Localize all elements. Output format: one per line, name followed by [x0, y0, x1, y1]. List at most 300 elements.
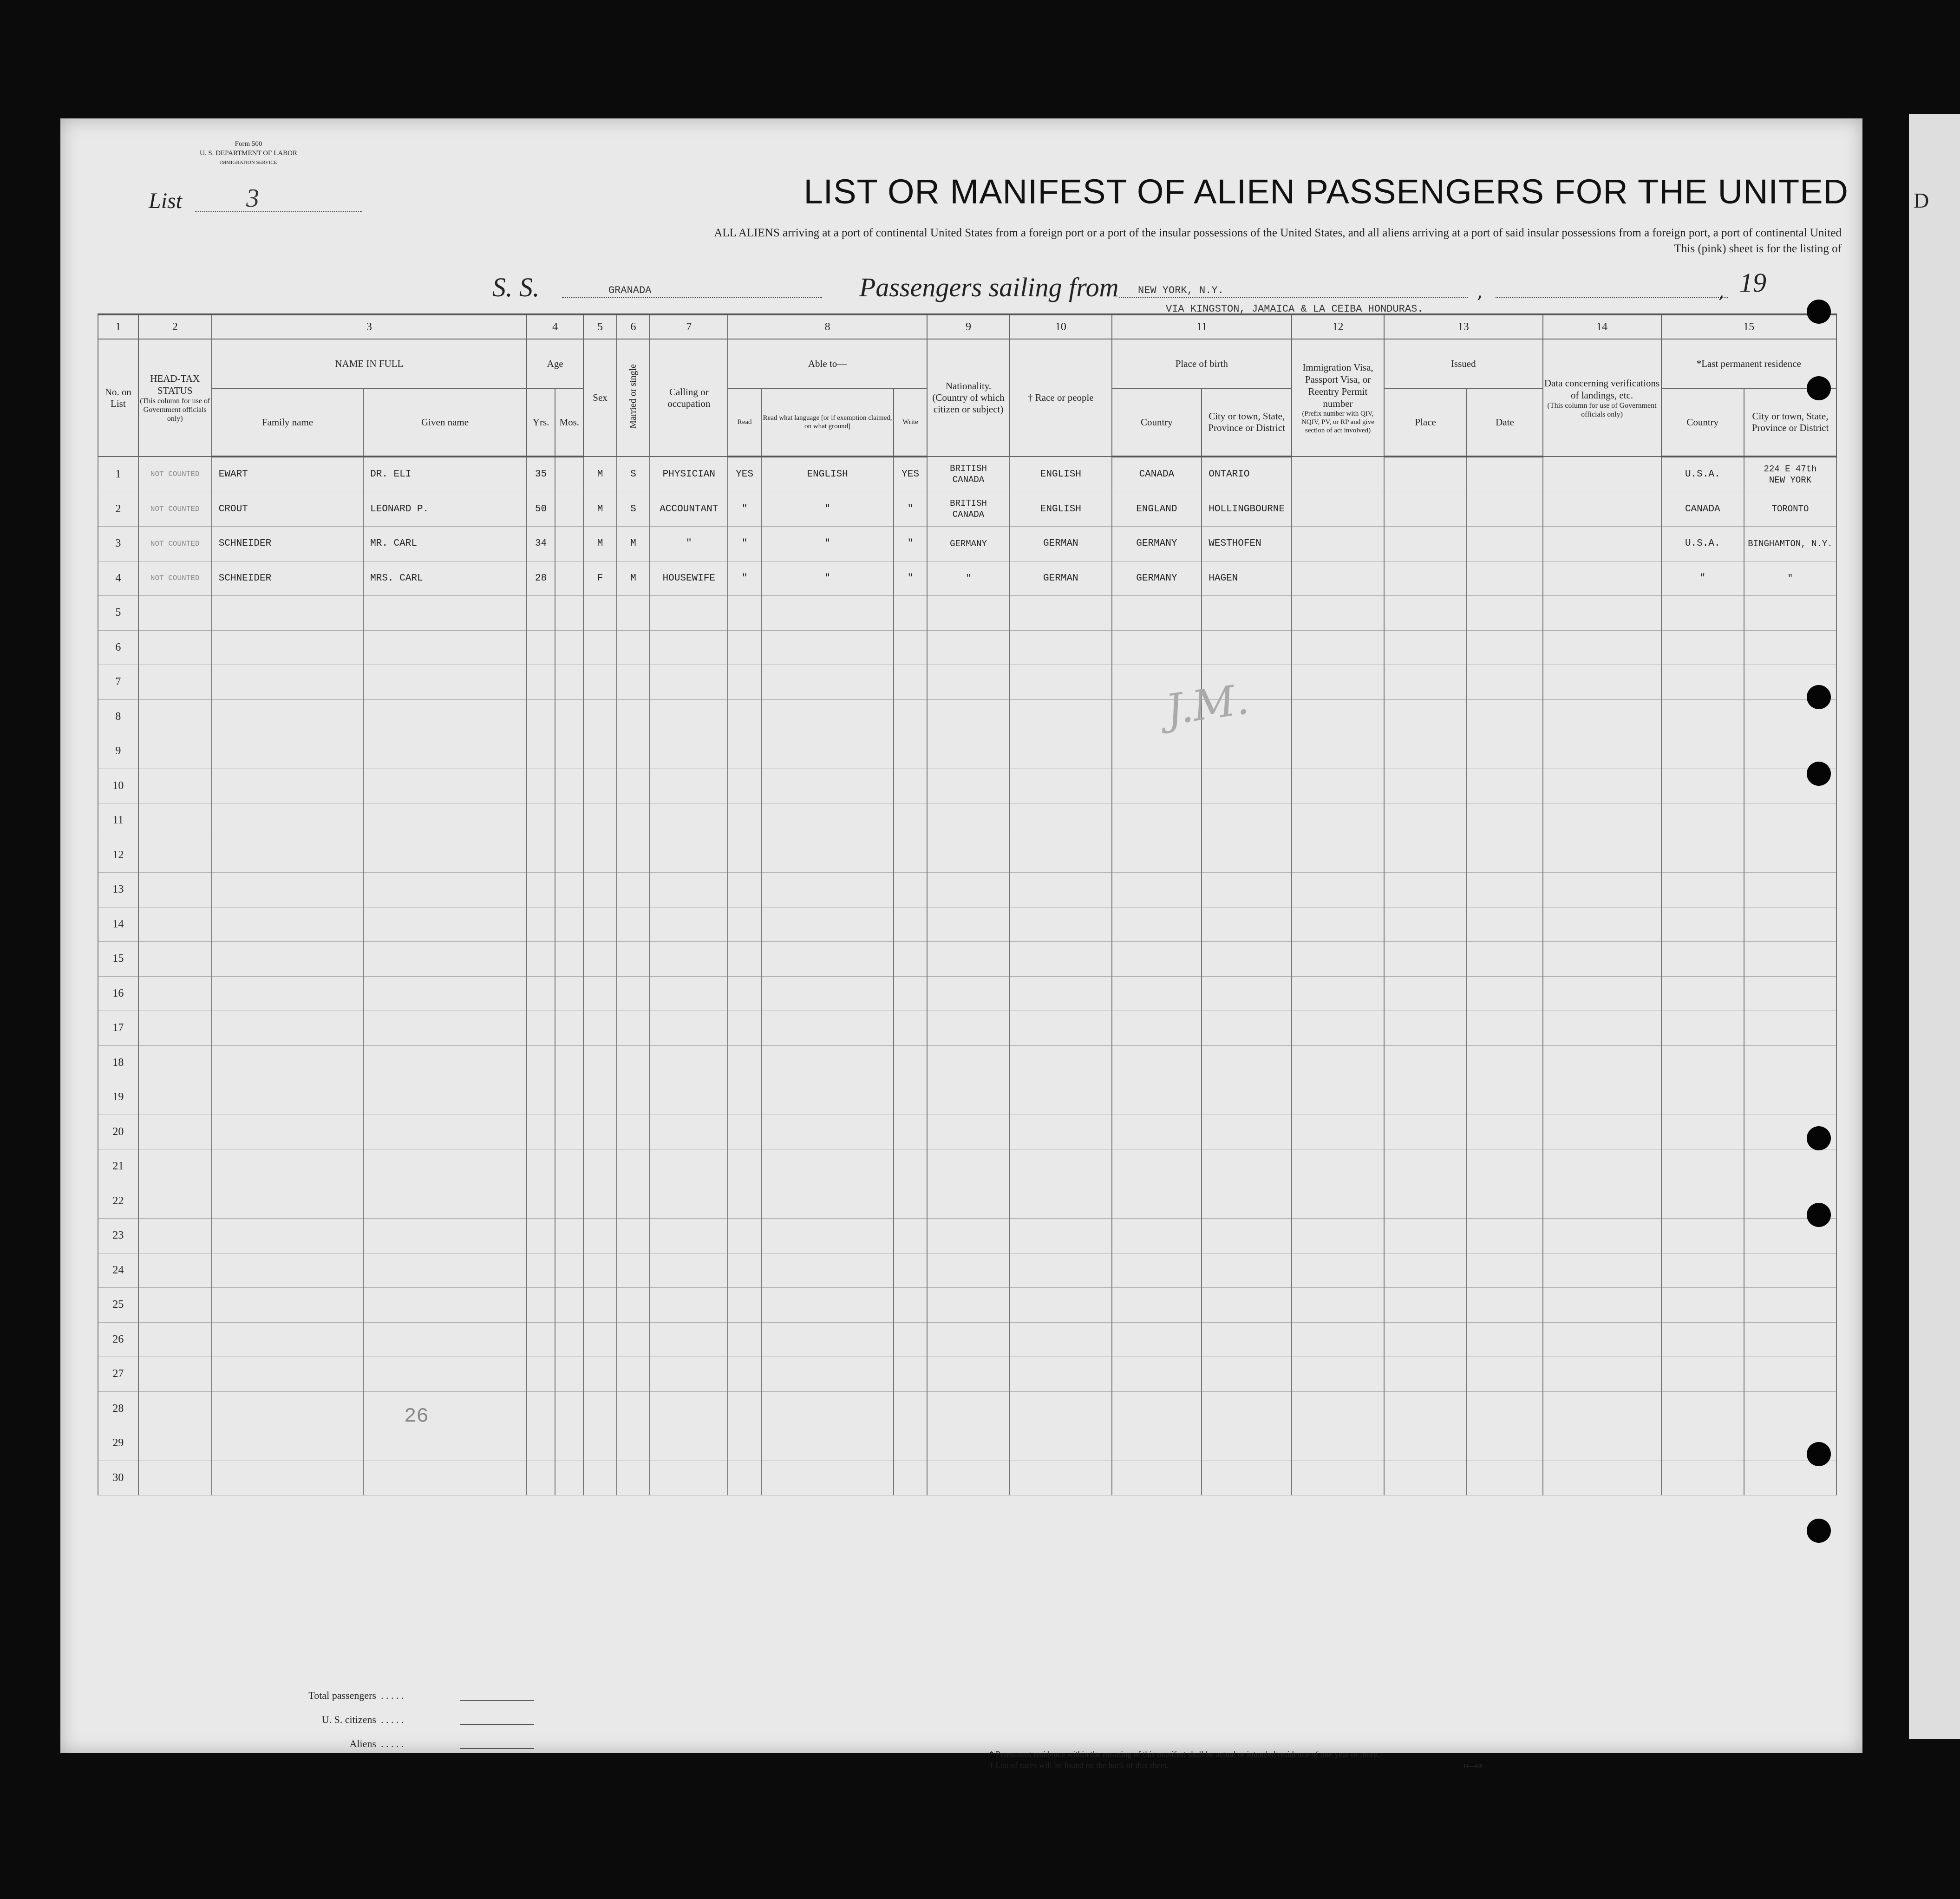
marital-cell [617, 665, 650, 700]
landings-cell [1543, 769, 1661, 803]
write-cell [894, 1322, 927, 1357]
visa-cell [1292, 630, 1384, 665]
language-cell [761, 699, 894, 734]
header-family-name: Family name [212, 388, 363, 457]
sex-cell [583, 630, 616, 665]
birth-city-cell [1202, 1461, 1292, 1495]
race-cell [1010, 803, 1111, 838]
row-number: 19 [98, 1080, 138, 1115]
marital-cell [617, 1461, 650, 1495]
table-row [98, 1391, 1836, 1426]
nationality-line-1: BRITISH [950, 463, 987, 474]
race-cell: GERMAN [1010, 527, 1111, 561]
col-num-11: 11 [1112, 314, 1292, 339]
head-tax-cell [138, 873, 212, 907]
manifest-table [98, 313, 1837, 1495]
header-mos: Mos. [555, 388, 583, 457]
row-number: 10 [98, 769, 138, 803]
landings-cell [1543, 907, 1661, 942]
write-cell [894, 1115, 927, 1149]
given-name-cell [363, 1288, 527, 1323]
birth-city-cell [1202, 734, 1292, 769]
table-row [98, 596, 1836, 631]
write-cell [894, 596, 927, 631]
landings-cell [1543, 1045, 1661, 1080]
race-cell [1010, 873, 1111, 907]
issued-date-cell [1467, 734, 1542, 769]
read-cell: " [728, 492, 761, 527]
write-cell [894, 1391, 927, 1426]
write-cell [894, 873, 927, 907]
age-years-cell [527, 769, 555, 803]
issued-place-cell [1384, 699, 1467, 734]
age-years-cell [527, 803, 555, 838]
res-country-cell [1661, 1391, 1744, 1426]
occupation-cell: ACCOUNTANT [650, 492, 728, 527]
issued-date-cell [1467, 873, 1542, 907]
row-number: 3 [98, 527, 138, 561]
res-country-cell [1661, 1253, 1744, 1288]
issued-place-cell [1384, 1253, 1467, 1288]
birth-city-cell: WESTHOFEN [1202, 527, 1292, 561]
given-name-cell [363, 1115, 527, 1149]
given-name-cell [363, 596, 527, 631]
row-number: 17 [98, 1011, 138, 1046]
sex-cell [583, 1426, 616, 1461]
age-years-cell: 28 [527, 561, 555, 596]
visa-cell [1292, 803, 1384, 838]
age-years-cell [527, 1357, 555, 1392]
age-years-cell [527, 907, 555, 942]
header-married-single [617, 339, 650, 457]
res-country-cell [1661, 1288, 1744, 1323]
table-row [98, 769, 1836, 803]
age-months-cell [555, 699, 583, 734]
age-months-cell [555, 1219, 583, 1253]
header-res-city: City or town, State, Province or District [1744, 388, 1836, 457]
form-number: Form 500 [235, 140, 262, 148]
table-row [98, 457, 1836, 492]
occupation-cell [650, 1253, 728, 1288]
footer-dots-2: . . . . . [381, 1714, 404, 1725]
table-row [98, 630, 1836, 665]
footnote-residence: * Permanent residence within the meaning of this manifest shall be actual or intended residence of one year or more. [989, 1749, 1379, 1759]
given-name-cell [363, 1322, 527, 1357]
birth-city-cell: HAGEN [1202, 561, 1292, 596]
birth-country-cell [1112, 1045, 1202, 1080]
nationality-cell [927, 1115, 1010, 1149]
res-country-cell [1661, 1115, 1744, 1149]
res-country-cell [1661, 1184, 1744, 1219]
table-row [98, 1322, 1836, 1357]
issued-date-cell [1467, 1357, 1542, 1392]
age-months-cell [555, 1011, 583, 1046]
landings-cell [1543, 699, 1661, 734]
given-name-cell [363, 1426, 527, 1461]
write-cell [894, 1357, 927, 1392]
nationality-cell [927, 803, 1010, 838]
table-row [98, 561, 1836, 596]
race-cell [1010, 630, 1111, 665]
table-row [98, 1461, 1836, 1495]
language-cell [761, 1461, 894, 1495]
table-row [98, 1426, 1836, 1461]
birth-country-cell [1112, 873, 1202, 907]
head-tax-cell [138, 1184, 212, 1219]
header-res-country: Country [1661, 388, 1744, 457]
write-cell [894, 1288, 927, 1323]
nationality-cell [927, 527, 1010, 561]
age-years-cell [527, 734, 555, 769]
read-cell [728, 976, 761, 1011]
sex-cell [583, 1357, 616, 1392]
read-cell [728, 1080, 761, 1115]
family-name-cell [212, 803, 363, 838]
head-tax-cell: NOT COUNTED [138, 527, 212, 561]
age-years-cell: 34 [527, 527, 555, 561]
port-line [1119, 297, 1468, 298]
sex-cell [583, 1253, 616, 1288]
issued-date-cell [1467, 1322, 1542, 1357]
given-name-cell [363, 1080, 527, 1115]
handwritten-signature: J.M. [1163, 675, 1252, 735]
write-cell [894, 630, 927, 665]
nationality-cell [927, 492, 1010, 527]
visa-cell [1292, 838, 1384, 873]
sex-cell [583, 873, 616, 907]
birth-country-cell [1112, 1184, 1202, 1219]
sex-cell [583, 976, 616, 1011]
issued-place-cell [1384, 1045, 1467, 1080]
res-city-cell [1744, 492, 1836, 527]
occupation-cell [650, 1149, 728, 1184]
family-name-cell [212, 1357, 363, 1392]
issued-place-cell [1384, 1149, 1467, 1184]
age-years-cell [527, 1426, 555, 1461]
header-issued-date: Date [1467, 388, 1542, 457]
row-number: 27 [98, 1357, 138, 1392]
age-years-cell [527, 1184, 555, 1219]
birth-country-cell [1112, 1322, 1202, 1357]
nationality-cell [927, 1149, 1010, 1184]
landings-cell [1543, 942, 1661, 977]
issued-place-cell [1384, 1288, 1467, 1323]
race-cell: ENGLISH [1010, 492, 1111, 527]
issued-place-cell [1384, 1011, 1467, 1046]
occupation-cell [650, 838, 728, 873]
res-country-cell [1661, 1219, 1744, 1253]
race-cell [1010, 1288, 1111, 1323]
sex-cell [583, 769, 616, 803]
age-months-cell [555, 492, 583, 527]
birth-country-cell [1112, 734, 1202, 769]
visa-cell [1292, 734, 1384, 769]
write-cell [894, 1426, 927, 1461]
header-data-landings [1543, 339, 1661, 457]
occupation-cell [650, 803, 728, 838]
col-num-8: 8 [728, 314, 927, 339]
write-cell [894, 803, 927, 838]
read-cell [728, 1426, 761, 1461]
birth-country-cell [1112, 942, 1202, 977]
head-tax-cell [138, 1011, 212, 1046]
header-read-language: Read what language [or if exemption claimed, on what ground] [761, 388, 894, 457]
head-tax-cell [138, 1253, 212, 1288]
issued-place-cell [1384, 596, 1467, 631]
family-name-cell [212, 630, 363, 665]
age-months-cell [555, 1149, 583, 1184]
head-tax-cell [138, 630, 212, 665]
landings-cell [1543, 1219, 1661, 1253]
age-months-cell [555, 1184, 583, 1219]
occupation-cell [650, 734, 728, 769]
nationality-cell [927, 942, 1010, 977]
row-number: 28 [98, 1391, 138, 1426]
family-name-cell: SCHNEIDER [212, 527, 363, 561]
read-cell [728, 596, 761, 631]
head-tax-cell [138, 1322, 212, 1357]
header-name-in-full: NAME IN FULL [212, 339, 527, 388]
head-tax-cell [138, 1219, 212, 1253]
birth-city-cell [1202, 1184, 1292, 1219]
issued-date-cell [1467, 457, 1542, 492]
read-cell [728, 1322, 761, 1357]
row-number: 8 [98, 699, 138, 734]
head-tax-cell [138, 734, 212, 769]
res-city-cell [1744, 527, 1836, 561]
occupation-cell [650, 1357, 728, 1392]
occupation-cell [650, 699, 728, 734]
issued-date-cell [1467, 1461, 1542, 1495]
marital-cell [617, 596, 650, 631]
res-city-cell [1744, 1357, 1836, 1392]
nationality-cell [927, 1461, 1010, 1495]
head-tax-cell [138, 1357, 212, 1392]
head-tax-cell [138, 1149, 212, 1184]
head-tax-cell [138, 1115, 212, 1149]
issued-place-cell [1384, 1115, 1467, 1149]
footer-labels [260, 1684, 376, 1756]
race-cell [1010, 1391, 1111, 1426]
birth-city-cell: HOLLINGBOURNE [1202, 492, 1292, 527]
sex-cell [583, 1149, 616, 1184]
occupation-cell: " [650, 527, 728, 561]
binding-hole [1807, 300, 1831, 324]
race-cell [1010, 596, 1111, 631]
subtitle-line-1: ALL ALIENS arriving at a port of continental United States from a foreign port or a port of the insular possessions of the United States, and all aliens arriving at a port of said insular possessions from a foreign port, a port of continental United [714, 227, 1842, 239]
nationality-cell [927, 1253, 1010, 1288]
marital-cell [617, 1011, 650, 1046]
age-years-cell [527, 1219, 555, 1253]
visa-cell [1292, 1149, 1384, 1184]
res-country-cell [1661, 630, 1744, 665]
row-number: 1 [98, 457, 138, 492]
header-data-landings-label: Data concerning verifications of landings, etc. [1544, 377, 1660, 401]
table-row [98, 907, 1836, 942]
row-number: 14 [98, 907, 138, 942]
birth-country-cell [1112, 1219, 1202, 1253]
race-cell [1010, 734, 1111, 769]
birth-country-cell [1112, 1357, 1202, 1392]
occupation-cell [650, 769, 728, 803]
landings-cell [1543, 492, 1661, 527]
head-tax-cell [138, 976, 212, 1011]
head-tax-cell [138, 1426, 212, 1461]
marital-cell [617, 699, 650, 734]
given-name-cell: MR. CARL [363, 527, 527, 561]
language-cell [761, 1115, 894, 1149]
res-country-cell [1661, 873, 1744, 907]
col-num-15: 15 [1661, 314, 1836, 339]
age-years-cell [527, 630, 555, 665]
landings-cell [1543, 1322, 1661, 1357]
birth-city-cell [1202, 1322, 1292, 1357]
col-num-7: 7 [650, 314, 728, 339]
family-name-cell [212, 1115, 363, 1149]
head-tax-cell [138, 838, 212, 873]
family-name-cell: SCHNEIDER [212, 561, 363, 596]
birth-country-cell: GERMANY [1112, 561, 1202, 596]
row-number: 25 [98, 1288, 138, 1323]
nationality-line-1: BRITISH [950, 498, 987, 509]
age-months-cell [555, 873, 583, 907]
issued-place-cell [1384, 942, 1467, 977]
given-name-cell [363, 734, 527, 769]
header-age: Age [527, 339, 583, 388]
given-name-cell [363, 1391, 527, 1426]
read-cell [728, 630, 761, 665]
issued-date-cell [1467, 976, 1542, 1011]
occupation-cell: PHYSICIAN [650, 457, 728, 492]
birth-country-cell [1112, 1080, 1202, 1115]
table-row [98, 976, 1836, 1011]
landings-cell [1543, 1391, 1661, 1426]
row-number: 4 [98, 561, 138, 596]
row-number: 12 [98, 838, 138, 873]
subtitle [302, 225, 1842, 257]
language-cell [761, 1080, 894, 1115]
visa-cell [1292, 1080, 1384, 1115]
birth-country-cell [1112, 1253, 1202, 1288]
birth-country-cell [1112, 596, 1202, 631]
marital-cell [617, 1391, 650, 1426]
occupation-cell [650, 630, 728, 665]
manifest-body [98, 457, 1836, 1495]
res-country-cell [1661, 596, 1744, 631]
birth-country-cell: GERMANY [1112, 527, 1202, 561]
manifest-sheet [60, 118, 1862, 1770]
table-row [98, 665, 1836, 700]
sex-cell [583, 1080, 616, 1115]
landings-cell [1543, 976, 1661, 1011]
age-months-cell [555, 1461, 583, 1495]
comma-separator: , [1718, 281, 1725, 302]
table-row [98, 734, 1836, 769]
row-number: 30 [98, 1461, 138, 1495]
res-city-cell [1744, 1080, 1836, 1115]
res-city-cell [1744, 803, 1836, 838]
write-cell [894, 1045, 927, 1080]
write-cell [894, 1219, 927, 1253]
manifest-table-wrap [98, 313, 1837, 1586]
race-cell [1010, 942, 1111, 977]
age-years-cell [527, 1391, 555, 1426]
res-city-cell [1744, 1322, 1836, 1357]
visa-cell [1292, 699, 1384, 734]
table-row [98, 1357, 1836, 1392]
language-cell: " [761, 492, 894, 527]
departure-port: NEW YORK, N.Y. [1138, 285, 1224, 296]
read-cell [728, 1011, 761, 1046]
language-cell [761, 596, 894, 631]
visa-cell [1292, 1426, 1384, 1461]
read-cell: " [728, 527, 761, 561]
age-months-cell [555, 1080, 583, 1115]
issued-place-cell [1384, 1219, 1467, 1253]
age-months-cell [555, 734, 583, 769]
res-country-cell [1661, 665, 1744, 700]
issued-place-cell [1384, 907, 1467, 942]
occupation-cell [650, 976, 728, 1011]
header-calling: Calling or occupation [650, 339, 728, 457]
issued-date-cell [1467, 561, 1542, 596]
sex-cell [583, 1045, 616, 1080]
res-city-line-1: " [1787, 573, 1793, 584]
sex-cell [583, 942, 616, 977]
res-country-cell [1661, 976, 1744, 1011]
marital-cell [617, 976, 650, 1011]
header-race: † Race or people [1010, 339, 1111, 457]
race-cell [1010, 699, 1111, 734]
issued-place-cell [1384, 838, 1467, 873]
birth-country-cell [1112, 769, 1202, 803]
res-country-cell [1661, 1357, 1744, 1392]
age-years-cell [527, 1011, 555, 1046]
head-tax-cell [138, 1080, 212, 1115]
issued-place-cell [1384, 457, 1467, 492]
write-cell [894, 734, 927, 769]
row-number: 2 [98, 492, 138, 527]
marital-cell [617, 1149, 650, 1184]
issued-date-cell [1467, 665, 1542, 700]
age-years-cell [527, 942, 555, 977]
landings-cell [1543, 1357, 1661, 1392]
family-name-cell [212, 907, 363, 942]
occupation-cell [650, 665, 728, 700]
birth-country-cell [1112, 1391, 1202, 1426]
table-row [98, 527, 1836, 561]
issued-place-cell [1384, 527, 1467, 561]
res-country-cell [1661, 1149, 1744, 1184]
visa-cell [1292, 1011, 1384, 1046]
race-cell [1010, 1461, 1111, 1495]
landings-cell [1543, 1461, 1661, 1495]
given-name-cell: DR. ELI [363, 457, 527, 492]
page-title: LIST OR MANIFEST OF ALIEN PASSENGERS FOR THE UNITED [804, 172, 1849, 211]
head-tax-cell [138, 596, 212, 631]
sex-cell [583, 734, 616, 769]
age-months-cell [555, 838, 583, 873]
birth-country-cell [1112, 1115, 1202, 1149]
nationality-cell [927, 734, 1010, 769]
read-cell [728, 1288, 761, 1323]
adjacent-sheet-edge [1909, 114, 1960, 1739]
row-number: 11 [98, 803, 138, 838]
row-number: 13 [98, 873, 138, 907]
res-city-cell [1744, 596, 1836, 631]
issued-date-cell [1467, 1011, 1542, 1046]
res-city-line-1: 224 E 47th [1764, 463, 1817, 474]
